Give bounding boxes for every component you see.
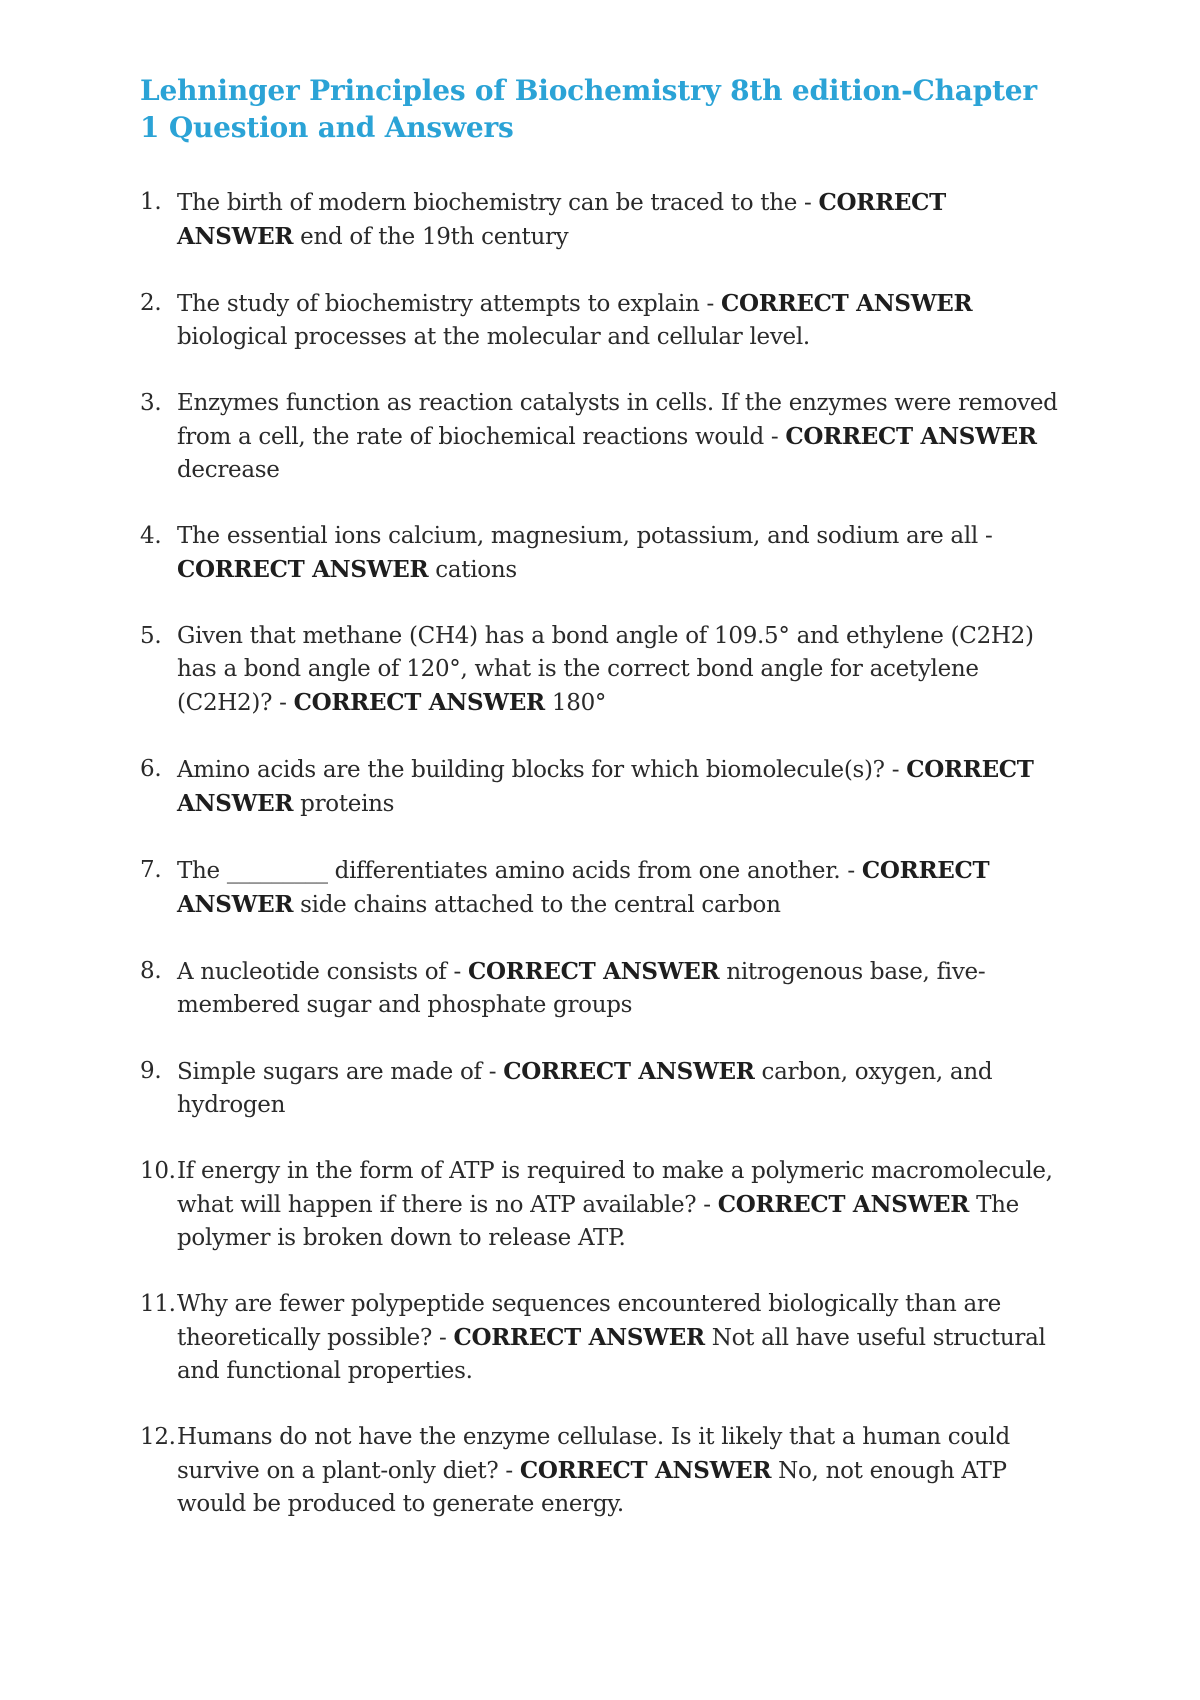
item-number: 10. — [140, 1158, 176, 1184]
item-number: 5. — [140, 623, 162, 649]
correct-answer-label: CORRECT ANSWER — [453, 1324, 705, 1351]
list-item — [140, 287, 1060, 354]
correct-answer-label: CORRECT ANSWER — [785, 423, 1037, 450]
question-text: A nucleotide consists of - — [177, 959, 469, 985]
document-page — [140, 72, 1060, 1554]
list-item — [140, 1155, 1060, 1255]
answer-text: 180° — [544, 690, 607, 716]
correct-answer-label: CORRECT ANSWER — [177, 857, 990, 918]
question-text: If energy in the form of ATP is required to make a polymeric macromolecule, what will happen if there is no ATP available? - — [177, 1158, 1053, 1218]
correct-answer-label: CORRECT ANSWER — [177, 189, 946, 250]
correct-answer-label: CORRECT ANSWER — [503, 1058, 755, 1085]
list-item — [140, 1055, 1060, 1122]
list-item — [140, 753, 1060, 821]
page-title: Lehninger Principles of Biochemistry 8th edition-Chapter 1 Question and Answers — [140, 74, 1037, 144]
question-text: The study of biochemistry attempts to explain - — [177, 291, 722, 317]
answer-text: cations — [428, 557, 517, 583]
correct-answer-label: CORRECT ANSWER — [177, 756, 1034, 817]
item-number: 6. — [140, 756, 162, 782]
list-item — [140, 186, 1060, 254]
item-number: 4. — [140, 523, 162, 549]
question-text: Simple sugars are made of - — [177, 1059, 504, 1085]
item-number: 7. — [140, 857, 162, 883]
answer-text: biological processes at the molecular and cellular level. — [177, 324, 810, 350]
answer-text: The polymer is broken down to release ATP. — [177, 1192, 1019, 1251]
list-item — [140, 1421, 1060, 1521]
question-text: Given that methane (CH4) has a bond angle of 109.5° and ethylene (C2H2) has a bond angle of 120°, what is the correct bond angle for acetylene (C2H2)? - — [177, 623, 1034, 716]
answer-text: Not all have useful structural and functional properties. — [177, 1325, 1046, 1384]
item-number: 8. — [140, 958, 162, 984]
question-text: Why are fewer polypeptide sequences encountered biologically than are theoretically possible? - — [177, 1291, 1001, 1351]
item-number: 1. — [140, 189, 162, 215]
list-item — [140, 854, 1060, 922]
question-text: The birth of modern biochemistry can be traced to the - — [177, 190, 819, 216]
answer-text: side chains attached to the central carbon — [293, 892, 781, 918]
question-text: Enzymes function as reaction catalysts in cells. If the enzymes were removed from a cell, the rate of biochemical reactions would - — [177, 390, 1058, 450]
answer-text: proteins — [293, 791, 395, 817]
correct-answer-label: CORRECT ANSWER — [721, 290, 973, 317]
correct-answer-label: CORRECT ANSWER — [519, 1457, 772, 1484]
item-number: 12. — [140, 1424, 176, 1450]
question-text: The _________ differentiates amino acids from one another. - — [177, 858, 862, 884]
item-number: 2. — [140, 290, 162, 316]
list-item — [140, 1288, 1060, 1388]
list-item — [140, 520, 1060, 587]
answer-text: No, not enough ATP would be produced to generate energy. — [177, 1458, 1007, 1517]
list-item — [140, 387, 1060, 487]
correct-answer-label: CORRECT ANSWER — [468, 958, 720, 985]
question-text: The essential ions calcium, magnesium, potassium, and sodium are all - — [177, 523, 993, 549]
answer-text: end of the 19th century — [293, 224, 569, 250]
list-item — [140, 620, 1060, 720]
item-number: 3. — [140, 390, 162, 416]
correct-answer-label: CORRECT ANSWER — [293, 689, 545, 716]
list-item — [140, 955, 1060, 1022]
item-number: 9. — [140, 1058, 162, 1084]
correct-answer-label: CORRECT ANSWER — [177, 556, 429, 583]
question-text: Humans do not have the enzyme cellulase. Is it likely that a human could survive on a plant-only diet? - — [177, 1424, 1010, 1484]
question-text: Amino acids are the building blocks for which biomolecule(s)? - — [177, 757, 907, 783]
answer-text: nitrogenous base, five-membered sugar and phosphate groups — [177, 959, 986, 1018]
correct-answer-label: CORRECT ANSWER — [717, 1191, 970, 1218]
answer-text: decrease — [177, 457, 280, 483]
item-number: 11. — [140, 1291, 176, 1317]
question-list — [140, 186, 1060, 1521]
answer-text: carbon, oxygen, and hydrogen — [177, 1059, 993, 1118]
